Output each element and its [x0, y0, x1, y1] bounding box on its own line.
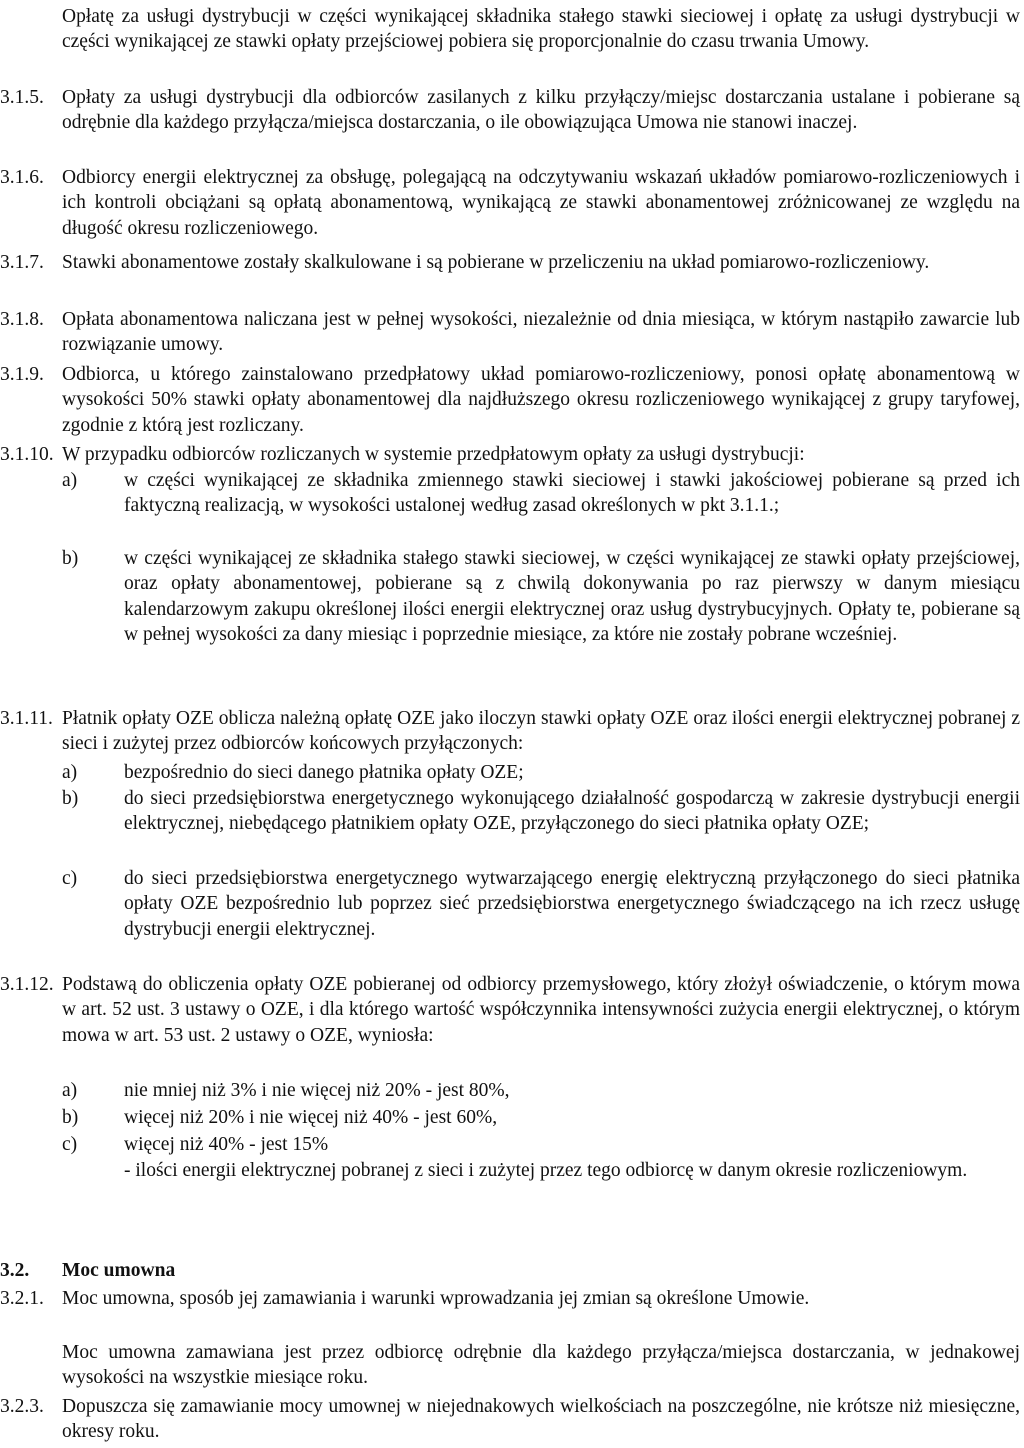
- clause-text: Odbiorca, u którego zainstalowano przedpłatowy układ pomiarowo-rozliczeniowy, ponosi opłatę abonamentową w wysokości 50% stawki opłaty abonamentowej dla najdłuższego okresu rozliczeniowego wynikającej z grupy taryfowej, zgodnie z którą jest rozliczany.: [62, 364, 1020, 436]
- item-label: a): [62, 1080, 78, 1101]
- clause-3-1-7: [0, 250, 1020, 275]
- clause-3-1-5: [0, 85, 1020, 136]
- clause-3-1-10-item-a: [62, 468, 1020, 519]
- section-heading: [0, 1258, 175, 1283]
- clause-3-1-9: [0, 362, 1020, 438]
- clause-3-1-12-tail: - ilości energii elektrycznej pobranej z sieci i zużytej przez tego odbiorcę w danym okresie rozliczeniowym.: [124, 1160, 968, 1181]
- item-label: a): [62, 762, 78, 783]
- clause-text: Podstawą do obliczenia opłaty OZE pobieranej od odbiorcy przemysłowego, który złożył oświadczenie, o którym mowa w art. 52 ust. 3 ustawy o OZE, i dla którego wartość współczynnika intensywności zużycia energii elektrycznej, o którym mowa w art. 53 ust. 2 ustawy o OZE, wyniosła:: [62, 974, 1020, 1046]
- clause-3-1-11-item-c: [62, 866, 1020, 942]
- clause-number: 3.1.12.: [0, 974, 54, 995]
- clause-3-2-1: [0, 1286, 992, 1311]
- clause-text: W przypadku odbiorców rozliczanych w systemie przedpłatowym opłaty za usługi dystrybucji:: [62, 444, 805, 465]
- section-number: 3.2.: [0, 1260, 30, 1281]
- item-text: więcej niż 20% i nie więcej niż 40% - jest 60%,: [124, 1107, 498, 1128]
- clause-3-1-10-item-b: [62, 546, 1020, 647]
- item-label: b): [62, 548, 79, 569]
- clause-3-1-11: [0, 706, 1020, 757]
- clause-3-1-8: [0, 307, 1020, 358]
- clause-number: 3.1.9.: [0, 364, 44, 385]
- item-text: do sieci przedsiębiorstwa energetycznego wykonującego działalność gospodarczą w zakresie dystrybucji energii elektrycznej, niebędącego płatnikiem opłaty OZE, przyłączonego do sieci płatnika opłaty OZE;: [124, 788, 1020, 835]
- clause-3-2-3: [0, 1394, 1020, 1445]
- clause-3-1-11-item-a: [62, 760, 1020, 785]
- clause-number: 3.2.3.: [0, 1396, 44, 1417]
- clause-text: Płatnik opłaty OZE oblicza należną opłatę OZE jako iloczyn stawki opłaty OZE oraz ilości energii elektrycznej pobranej z sieci i zużytej przez odbiorców końcowych przyłączonych:: [62, 708, 1020, 755]
- clause-number: 3.1.10.: [0, 444, 54, 465]
- item-label: a): [62, 470, 78, 491]
- item-label: c): [62, 1134, 78, 1155]
- clause-text: Opłaty za usługi dystrybucji dla odbiorców zasilanych z kilku przyłączy/miejsc dostarczania ustalane i pobierane są odrębnie dla każdego przyłącza/miejsca dostarczania, o ile obowiązująca Umowa nie stanowi inaczej.: [62, 87, 1020, 134]
- clause-number: 3.1.6.: [0, 167, 44, 188]
- intro-paragraph: Opłatę za usługi dystrybucji w części wynikającej składnika stałego stawki sieciowej i opłatę za usługi dystrybucji w części wynikającej ze stawki opłaty przejściowej pobiera się proporcjonalnie do czasu trwania Umowy.: [62, 6, 1020, 53]
- item-text: w części wynikającej ze składnika stałego stawki sieciowej, w części wynikającej ze stawki opłaty przejściowej, oraz opłaty abonamentowej, pobierane są z chwilą dokonywania po raz pierwszy w danym miesiącu kalendarzowym zakupu określonej ilości energii elektrycznej oraz usług dystrybucyjnych. Opłaty te, pobierane są w pełnej wysokości za dany miesiąc i poprzednie miesiące, za które nie zostały pobrane wcześniej.: [124, 548, 1020, 645]
- item-label: c): [62, 868, 78, 889]
- clause-3-1-12-item-a: [62, 1078, 1020, 1103]
- item-label: b): [62, 1107, 79, 1128]
- clause-3-1-11-item-b: [62, 786, 1020, 837]
- clause-number: 3.1.7.: [0, 252, 44, 273]
- clause-3-1-12-item-c: [62, 1132, 1020, 1157]
- clause-3-1-10: [0, 442, 1020, 467]
- clause-text: Odbiorcy energii elektrycznej za obsługę, polegającą na odczytywaniu wskazań układów pomiarowo-rozliczeniowych i ich kontroli obciążani są opłatą abonamentową, wynikającą ze stawki abonamentowej zróżnicowanej ze względu na długość okresu rozliczeniowego.: [62, 167, 1020, 239]
- clause-number: 3.1.5.: [0, 87, 44, 108]
- clause-number: 3.1.11.: [0, 708, 53, 729]
- clause-text: Dopuszcza się zamawianie mocy umownej w niejednakowych wielkościach na poszczególne, nie krótsze niż miesięczne, okresy roku.: [62, 1396, 1020, 1443]
- clause-text: Opłata abonamentowa naliczana jest w pełnej wysokości, niezależnie od dnia miesiąca, w którym nastąpiło zawarcie lub rozwiązanie umowy.: [62, 309, 1020, 356]
- clause-3-1-6: [0, 165, 1020, 241]
- clause-3-2-2: Moc umowna zamawiana jest przez odbiorcę odrębnie dla każdego przyłącza/miejsca dostarczania, w jednakowej wysokości na wszystkie miesiące roku.: [62, 1342, 1020, 1389]
- item-text: więcej niż 40% - jest 15%: [124, 1134, 329, 1155]
- section-title: Moc umowna: [62, 1260, 176, 1281]
- clause-text: Stawki abonamentowe zostały skalkulowane i są pobierane w przeliczeniu na układ pomiarowo-rozliczeniowy.: [62, 252, 930, 273]
- item-text: w części wynikającej ze składnika zmiennego stawki sieciowej i stawki jakościowej pobierane są przed ich faktyczną realizacją, w wysokości ustalonej według zasad określonych w pkt 3.1.1.;: [124, 470, 1020, 517]
- item-label: b): [62, 788, 79, 809]
- clause-number: 3.2.1.: [0, 1288, 44, 1309]
- clause-number: 3.1.8.: [0, 309, 44, 330]
- item-text: bezpośrednio do sieci danego płatnika opłaty OZE;: [124, 762, 524, 783]
- item-text: do sieci przedsiębiorstwa energetycznego wytwarzającego energię elektryczną przyłączonego do sieci płatnika opłaty OZE bezpośrednio lub poprzez sieć przedsiębiorstwa energetycznego świadczącego na ich rzecz usługę dystrybucji energii elektrycznej.: [124, 868, 1020, 940]
- clause-3-1-12: [0, 972, 1020, 1048]
- item-text: nie mniej niż 3% i nie więcej niż 20% - jest 80%,: [124, 1080, 510, 1101]
- clause-3-1-12-item-b: [62, 1105, 1020, 1130]
- clause-text: Moc umowna, sposób jej zamawiania i warunki wprowadzania jej zmian są określone Umowie.: [62, 1288, 810, 1309]
